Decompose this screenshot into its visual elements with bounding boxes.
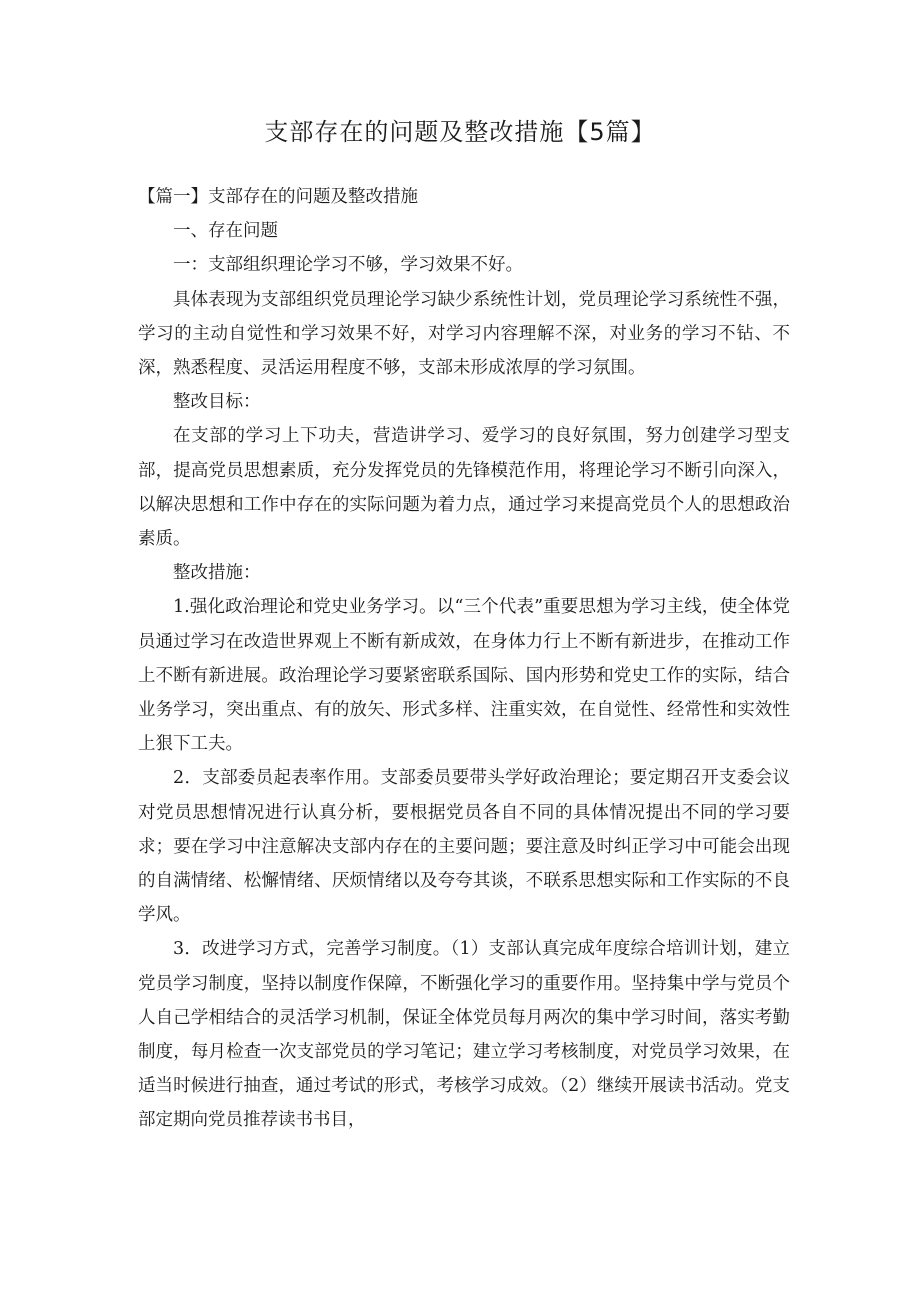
paragraph: 一：支部组织理论学习不够，学习效果不好。: [173, 255, 523, 276]
paragraph: 整改措施：: [173, 563, 261, 584]
paragraph: 3．改进学习方式，完善学习制度。（1）支部认真完成年度综合培训计划，建立党员学习制度，坚持以制度作保障，不断强化学习的重要作用。坚持集中学与党员个人自己学相结合的灵活学习机制，保证全体党员每月两次的集中学习时间，落实考勤制度，每月检查一次支部党员的学习笔记；建立学习考核制度，对党员学习效果，在适当时候进行抽查，通过考试的形式，考核学习成效。（2）继续开展读书活动。党支部定期向党员推荐读书书目，: [138, 939, 790, 1131]
paragraph: 整改目标：: [173, 392, 261, 413]
paragraph: 【篇一】支部存在的问题及整改措施: [138, 187, 418, 207]
paragraph: 1.强化政治理论和党史业务学习。以“三个代表”重要思想为学习主线，使全体党员通过学习在改造世界观上不断有新成效，在身体力行上不断有新进步，在推动工作上不断有新进展。政治理论学习要紧密联系国际、国内形势和党史工作的实际，结合业务学习，突出重点、有的放矢、形式多样、注重实效，在自觉性、经常性和实效性上狠下工夫。: [138, 597, 790, 755]
paragraph: 一、存在问题: [173, 221, 278, 242]
page-title: 支部存在的问题及整改措施【5篇】: [264, 118, 656, 146]
paragraph: 具体表现为支部组织党员理论学习缺少系统性计划，党员理论学习系统性不强，学习的主动自觉性和学习效果不好，对学习内容理解不深，对业务的学习不钻、不深，熟悉程度、灵活运用程度不够，支部未形成浓厚的学习氛围。: [138, 289, 790, 379]
paragraph: 在支部的学习上下功夫，营造讲学习、爱学习的良好氛围，努力创建学习型支部，提高党员思想素质，充分发挥党员的先锋模范作用，将理论学习不断引向深入，以解决思想和工作中存在的实际问题为着力点，通过学习来提高党员个人的思想政治素质。: [138, 426, 790, 550]
paragraph: 2．支部委员起表率作用。支部委员要带头学好政治理论；要定期召开支委会议对党员思想情况进行认真分析，要根据党员各自不同的具体情况提出不同的学习要求；要在学习中注意解决支部内存在的主要问题；要注意及时纠正学习中可能会出现的自满情绪、松懈情绪、厌烦情绪以及夸夸其谈，不联系思想实际和工作实际的不良学风。: [138, 768, 790, 926]
document-body: [138, 180, 790, 1138]
